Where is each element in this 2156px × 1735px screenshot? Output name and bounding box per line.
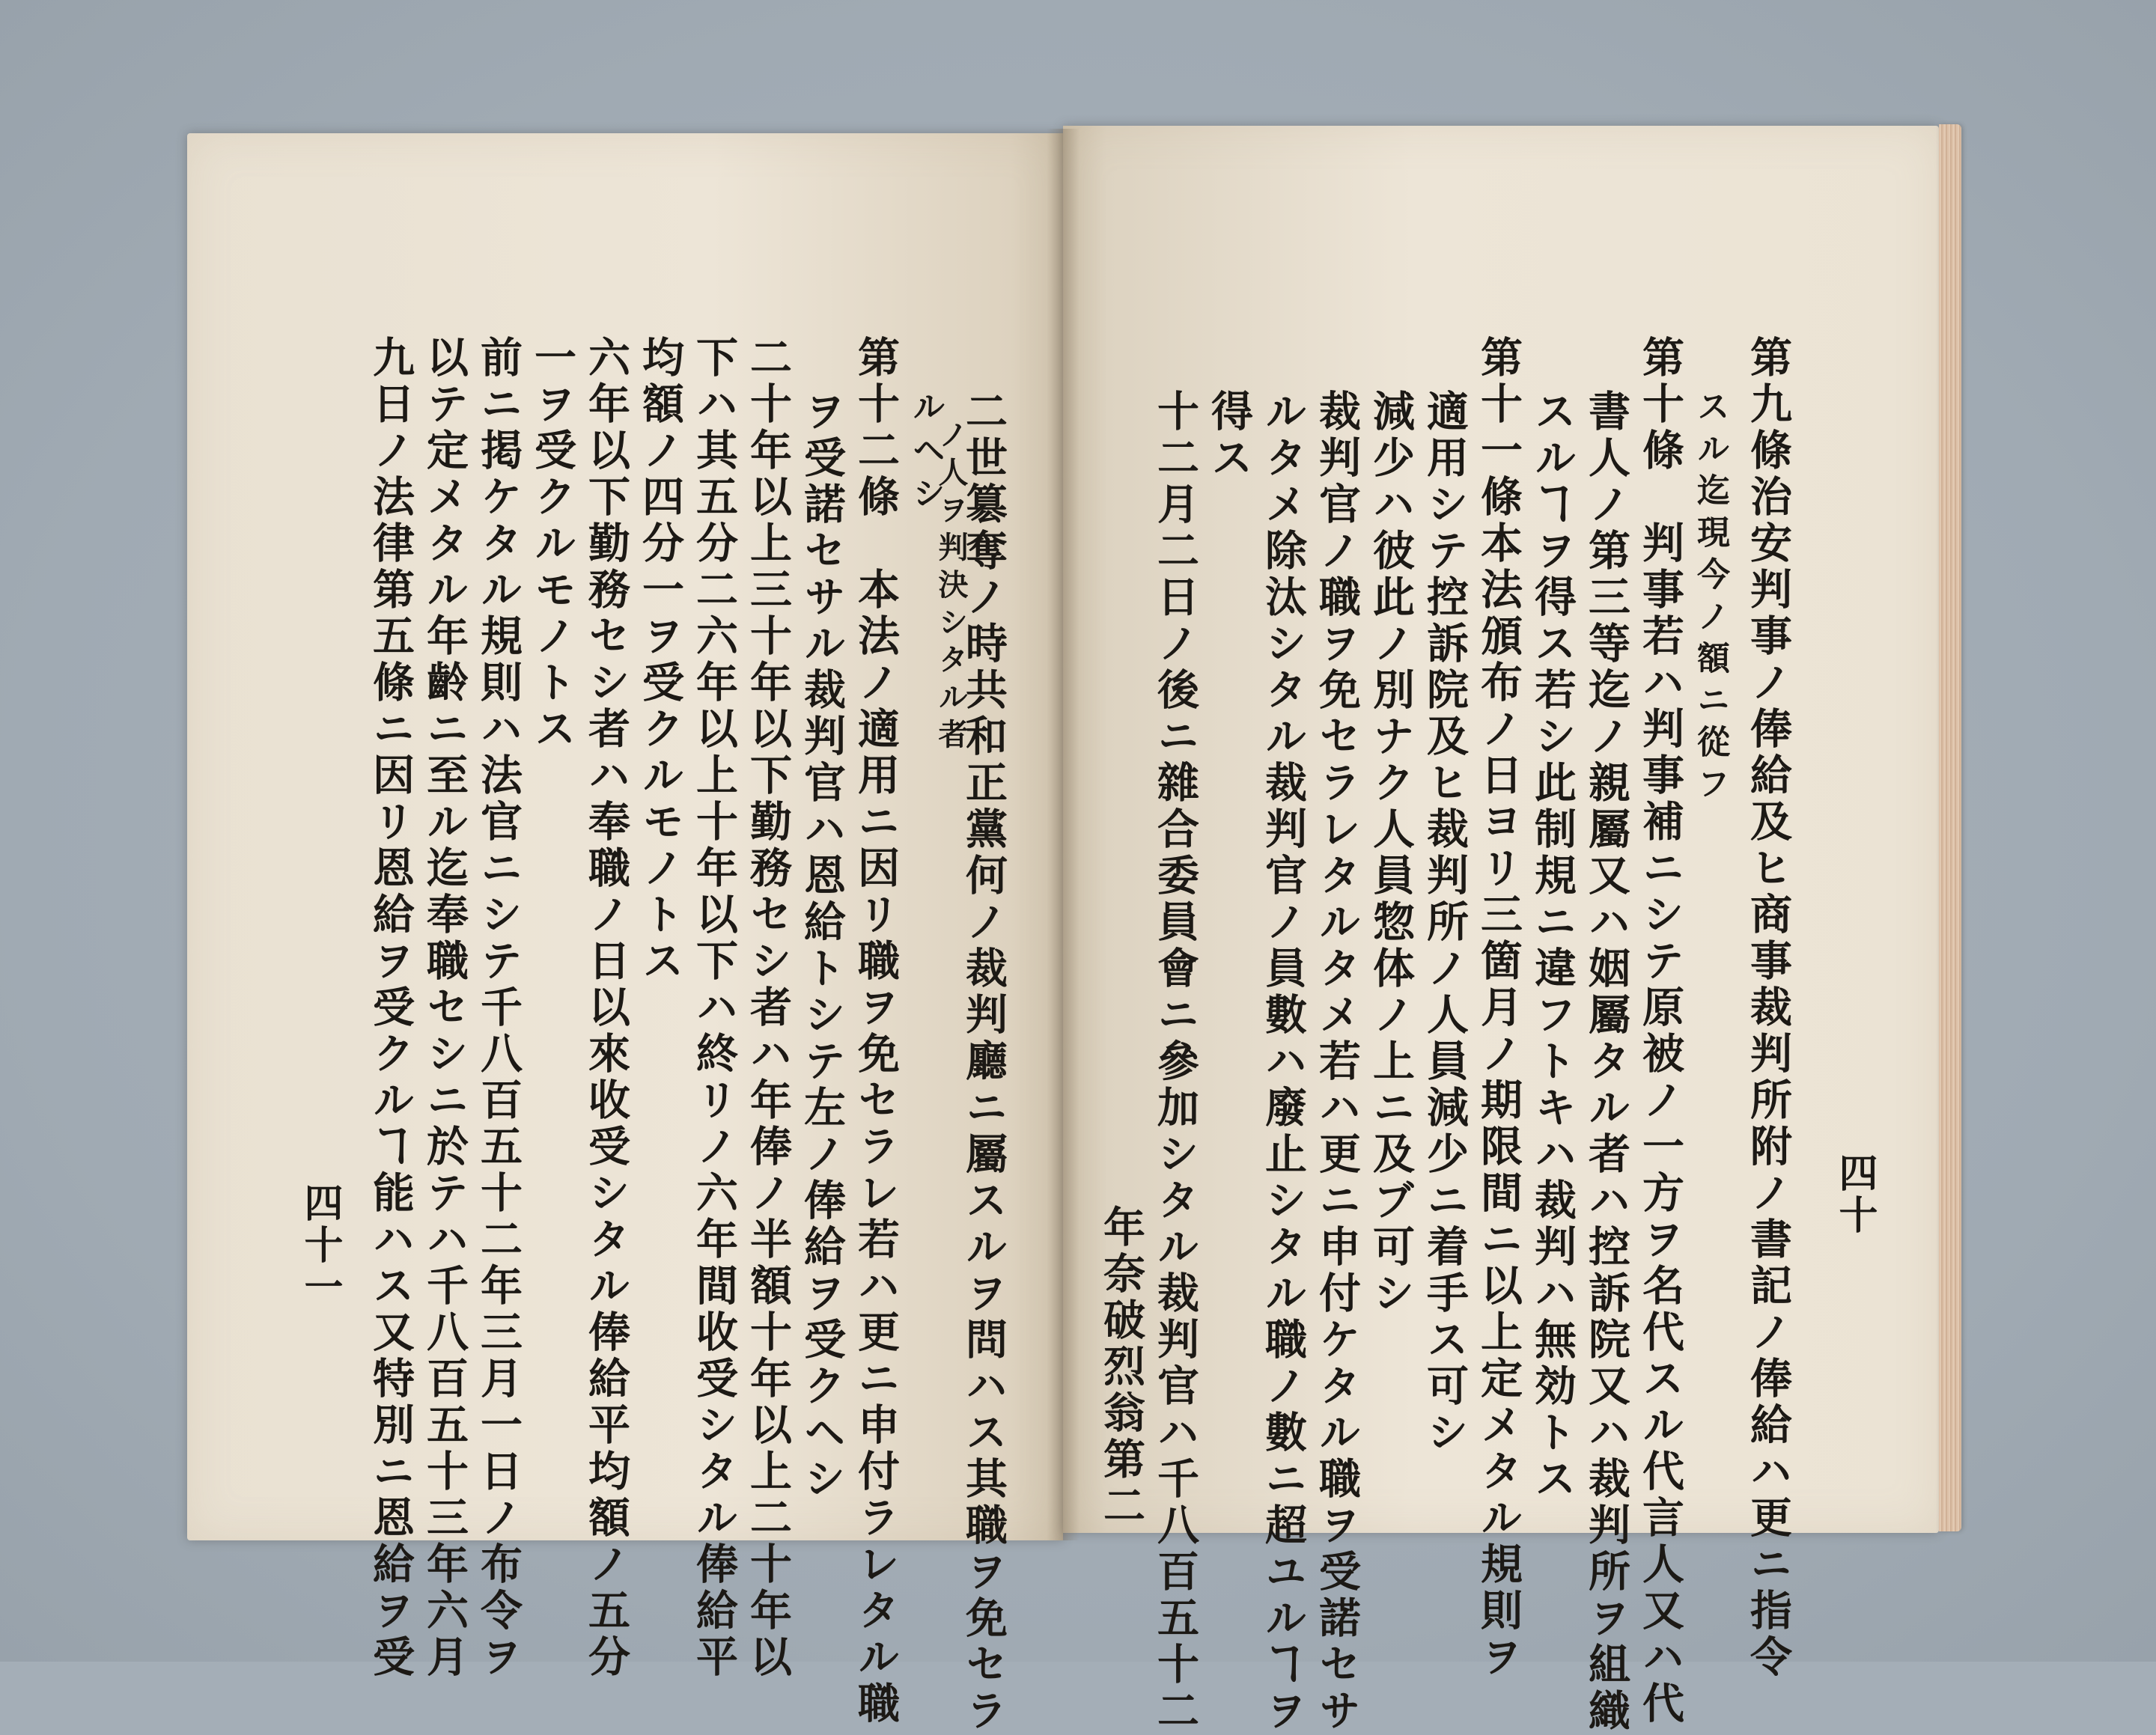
right-col-9: 裁判官ノ職ヲ免セラレタルタメ若ハ更ニ申付ケタル職ヲ受諾セサ <box>1312 389 1362 1735</box>
right-page-number: 四十 <box>1832 1153 1878 1237</box>
right-col-11: 得ス <box>1205 389 1254 482</box>
left-page-number: 四十一 <box>297 1183 343 1308</box>
right-col-12: 十二月二日ノ後ニ雜合委員會ニ參加シタル裁判官ハ千八百五十二 <box>1151 389 1200 1735</box>
left-col-1: 二世簒奪ノ時共和正黨何ノ裁判廳ニ屬スルヲ問ハス其職ヲ免セラ <box>959 389 1008 1735</box>
right-col-4: 書人ノ第三等迄ノ親屬又ハ姻屬タル者ハ控訴院又ハ裁判所ヲ組織 <box>1582 389 1631 1735</box>
right-col-2: スル迄現今ノ額ニ從フ <box>1691 389 1729 808</box>
right-col-5: スルヿヲ得ス若シ此制規ニ違フトキハ裁判ハ無効トス <box>1528 389 1577 1503</box>
left-col-5: 二十年以上三十年以下勤務セシ者ハ年俸ノ半額十年以上二十年以 <box>743 335 793 1681</box>
right-col-1: 第九條治安判事ノ俸給及ヒ商事裁判所附ノ書記ノ俸給ハ更ニ指令 <box>1744 335 1793 1681</box>
page-edges <box>1939 124 1961 1531</box>
right-col-13: 年奈破烈翁第二 <box>1097 1205 1146 1530</box>
left-col-3: 第十二條 本法ノ適用ニ因リ職ヲ免セラレ若ハ更ニ申付ラレタル職 <box>851 335 901 1728</box>
right-col-10: ルタメ除汰シタル裁判官ノ員數ハ廢止シタル職ノ數ニ超ユルヿヲ <box>1258 389 1308 1735</box>
left-col-4: ヲ受諾セサル裁判官ハ恩給トシテ左ノ俸給ヲ受クヘシ <box>797 389 847 1503</box>
right-col-6: 第十一條本法頒布ノ日ヨリ三箇月ノ期限間ニ以上定メタル規則ヲ <box>1474 335 1523 1681</box>
left-col-9: 一ヲ受クルモノトス <box>528 335 577 753</box>
right-col-7: 適用シテ控訴院及ヒ裁判所ノ人員減少ニ着手ス可シ <box>1420 389 1470 1457</box>
left-col-2b: ノ人ヲ判決シタル者 <box>934 419 969 756</box>
left-col-2: ルヘシ <box>907 389 945 519</box>
left-col-12: 九日ノ法律第五條ニ因リ恩給ヲ受クルヿ能ハス又特別ニ恩給ヲ受 <box>366 335 415 1681</box>
left-col-6: 下ハ其五分二六年以上十年以下ハ終リノ六年間收受シタル俸給平 <box>689 335 739 1681</box>
book-gutter <box>1047 129 1079 1540</box>
left-col-7: 均額ノ四分一ヲ受クルモノトス <box>636 335 685 985</box>
left-col-8: 六年以下勤務セシ者ハ奉職ノ日以來收受シタル俸給平均額ノ五分 <box>582 335 631 1681</box>
left-col-11: 以テ定メタル年齡ニ至ル迄奉職セシニ於テハ千八百五十三年六月 <box>420 335 469 1681</box>
right-col-8: 減少ハ彼此ノ別ナク人員惣体ノ上ニ及ブ可シ <box>1366 389 1416 1317</box>
left-col-10: 前ニ掲ケタル規則ハ法官ニシテ千八百五十二年三月一日ノ布令ヲ <box>474 335 523 1681</box>
right-col-3: 第十條 判事若ハ判事補ニシテ原被ノ一方ヲ名代スル代言人又ハ代 <box>1636 335 1685 1728</box>
